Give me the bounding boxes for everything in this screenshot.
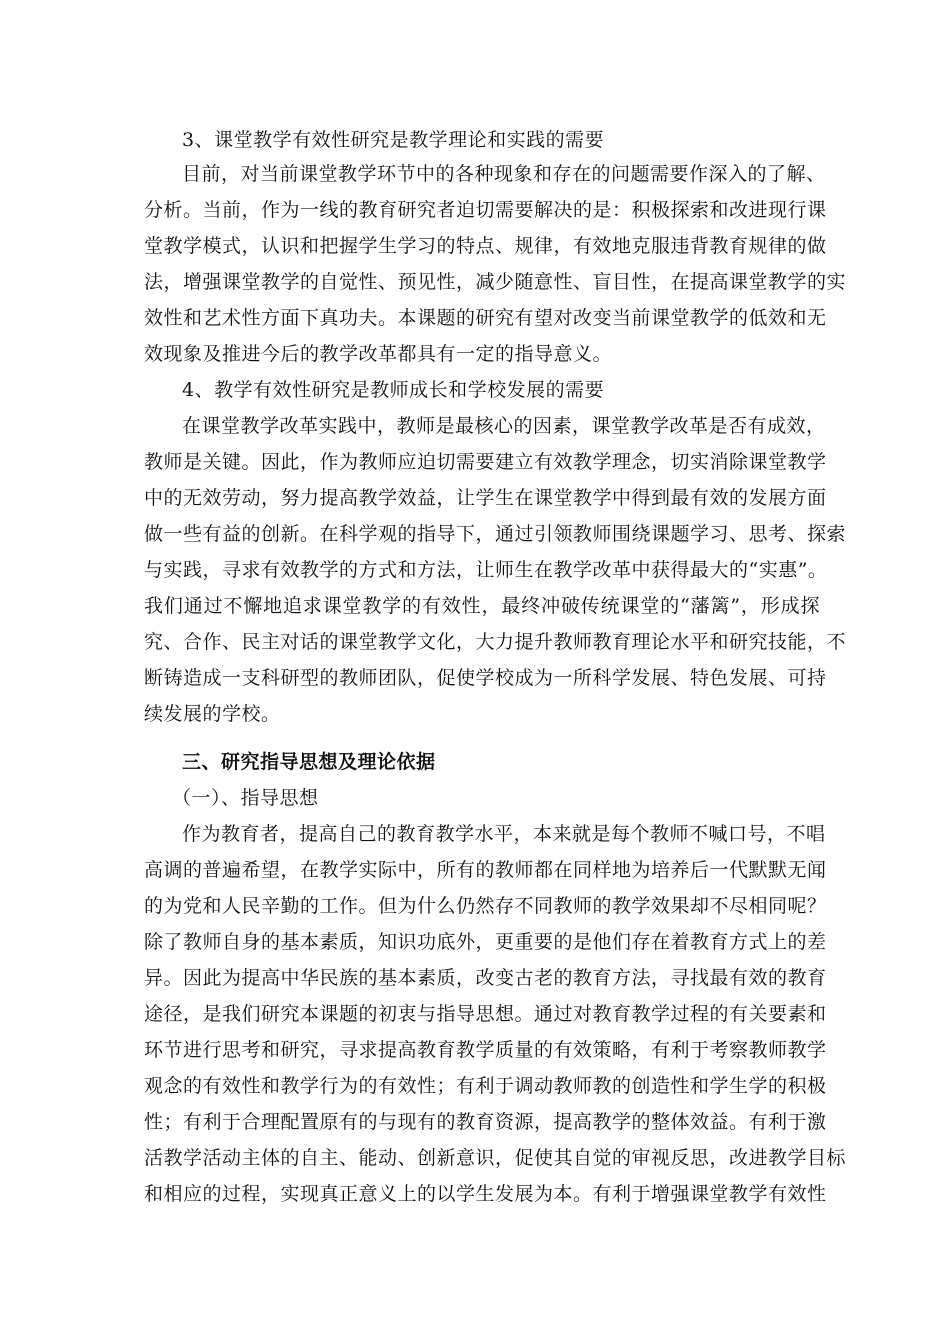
paragraph-line: 环节进行思考和研究，寻求提高教育教学质量的有效策略，有利于考察教师教学 xyxy=(144,1039,827,1061)
subheading-4: 4、教学有效性研究是教师成长和学校发展的需要 xyxy=(182,379,605,401)
section-heading: 三、研究指导思想及理论依据 xyxy=(182,751,436,773)
paragraph-line: 断铸造成一支科研型的教师团队，促使学校成为一所科学发展、特色发展、可持 xyxy=(144,667,827,689)
paragraph-line: 续发展的学校。 xyxy=(144,703,281,725)
paragraph-line: 效现象及推进今后的教学改革都具有一定的指导意义。 xyxy=(144,343,613,365)
paragraph-line: 究、合作、民主对话的课堂教学文化，大力提升教师教育理论水平和研究技能，不 xyxy=(144,631,847,653)
paragraph-line: 做一些有益的创新。在科学观的指导下，通过引领教师围绕课题学习、思考、探索 xyxy=(144,523,847,545)
paragraph-line: 分析。当前，作为一线的教育研究者迫切需要解决的是：积极探索和改进现行课 xyxy=(144,199,827,221)
paragraph-line: 与实践，寻求有效教学的方式和方法，让师生在教学改革中获得最大的“实惠”。 xyxy=(144,559,828,581)
paragraph-line: 和相应的过程，实现真正意义上的以学生发展为本。有利于增强课堂教学有效性 xyxy=(144,1183,827,1205)
paragraph-line: 活教学活动主体的自主、能动、创新意识，促使其自觉的审视反思，改进教学目标 xyxy=(144,1147,847,1169)
subsection-heading: （一）、指导思想 xyxy=(172,787,319,809)
paragraph-line: 途径，是我们研究本课题的初衷与指导思想。通过对教育教学过程的有关要素和 xyxy=(144,1003,827,1025)
paragraph-line: 我们通过不懈地追求课堂教学的有效性，最终冲破传统课堂的“藩篱”，形成探 xyxy=(144,595,820,617)
paragraph-line: 堂教学模式，认识和把握学生学习的特点、规律，有效地克服违背教育规律的做 xyxy=(144,235,827,257)
paragraph-line: 法，增强课堂教学的自觉性、预见性，减少随意性、盲目性，在提高课堂教学的实 xyxy=(144,271,847,293)
paragraph-line: 目前，对当前课堂教学环节中的各种现象和存在的问题需要作深入的了解、 xyxy=(182,163,826,185)
paragraph-line: 教师是关键。因此，作为教师应迫切需要建立有效教学理念，切实消除课堂教学 xyxy=(144,451,827,473)
paragraph-line: 性；有利于合理配置原有的与现有的教育资源，提高教学的整体效益。有利于激 xyxy=(144,1111,827,1133)
paragraph-line: 的为党和人民辛勤的工作。但为什么仍然存不同教师的教学效果却不尽相同呢？ xyxy=(144,895,827,917)
subheading-3: 3、课堂教学有效性研究是教学理论和实践的需要 xyxy=(182,129,605,151)
paragraph-line: 中的无效劳动，努力提高教学效益，让学生在课堂教学中得到最有效的发展方面 xyxy=(144,487,827,509)
paragraph-line: 在课堂教学改革实践中，教师是最核心的因素，课堂教学改革是否有成效， xyxy=(182,415,826,437)
paragraph-line: 高调的普遍希望，在教学实际中，所有的教师都在同样地为培养后一代默默无闻 xyxy=(144,859,827,881)
paragraph-line: 除了教师自身的基本素质，知识功底外，更重要的是他们存在着教育方式上的差 xyxy=(144,931,827,953)
paragraph-line: 作为教育者，提高自己的教育教学水平，本来就是每个教师不喊口号，不唱 xyxy=(182,823,826,845)
paragraph-line: 异。因此为提高中华民族的基本素质，改变古老的教育方法，寻找最有效的教育 xyxy=(144,967,827,989)
paragraph-line: 效性和艺术性方面下真功夫。本课题的研究有望对改变当前课堂教学的低效和无 xyxy=(144,307,827,329)
paragraph-line: 观念的有效性和教学行为的有效性；有利于调动教师教的创造性和学生学的积极 xyxy=(144,1075,827,1097)
